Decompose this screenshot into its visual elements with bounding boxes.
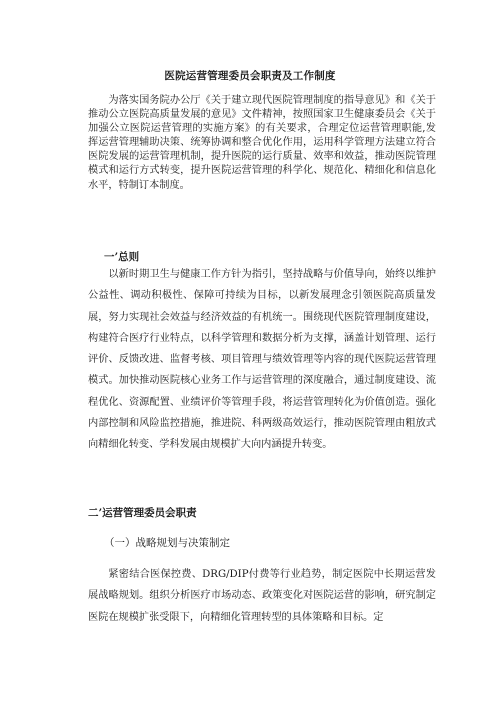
strategy-paragraph: 紧密结合医保控费、DRG/DIP付费等行业趋势，制定医院中长期运营发展战略规划。组织分析医疗市场动态、政策变化对医院运营的影响，研究制定医院在规模扩张受限下，向精细化管理转型的具体策略和目标。定 <box>88 569 436 623</box>
general-paragraph: 以新时期卫生与健康工作方针为指引，坚持战略与价值导向，始终以维护公益性、调动积极性、保障可持续为目标，以新发展理念引领医院高质量发展，努力实现社会效益与经济效益的有机统一。围绕现代医院管理制度建设，构建符合医疗行业特点，以科学管理和数据分析为支撑，涵盖计划管理、运行评价、反馈改进、监督考核、项目管理与绩效管理等内容的现代医院运营管理模式。加快推动医院核心业务工作与运营管理的深度融合，通过制度建设、流程优化、资源配置、业绩评价等管理手段，将运营管理转化为价值创造。强化内部控制和风险监控措施，推进院、科两级高效运行，推动医院管理由粗放式向精细化转变、学科发展由规模扩大向内涵提升转变。 <box>88 269 436 451</box>
document-title: 医院运营管理委员会职责及工作制度 <box>164 70 336 82</box>
subsection-heading-strategy: （一）战略规划与决策制定 <box>104 537 230 549</box>
section-heading-general: 一’总则 <box>104 251 140 263</box>
intro-paragraph: 为落实国务院办公厅《关于建立现代医院管理制度的指导意见》和《关于推动公立医院高质量发展的意见》文件精神，按照国家卫生健康委员会《关于加强公立医院运营管理的实施方案》的有关要求，合理定位运营管理职能,发挥运营管理辅助决策、统筹协调和整合优化作用，运用科学管理方法建立符合医院发展的运营管理机制，提升医院的运行质量、效率和效益，推动医院管理模式和运行方式转变，提升医院运营管理的科学化、规范化、精细化和信息化水平，特制订本制度。 <box>88 95 436 191</box>
section-heading-duties: 二’运营管理委员会职责 <box>88 507 197 519</box>
